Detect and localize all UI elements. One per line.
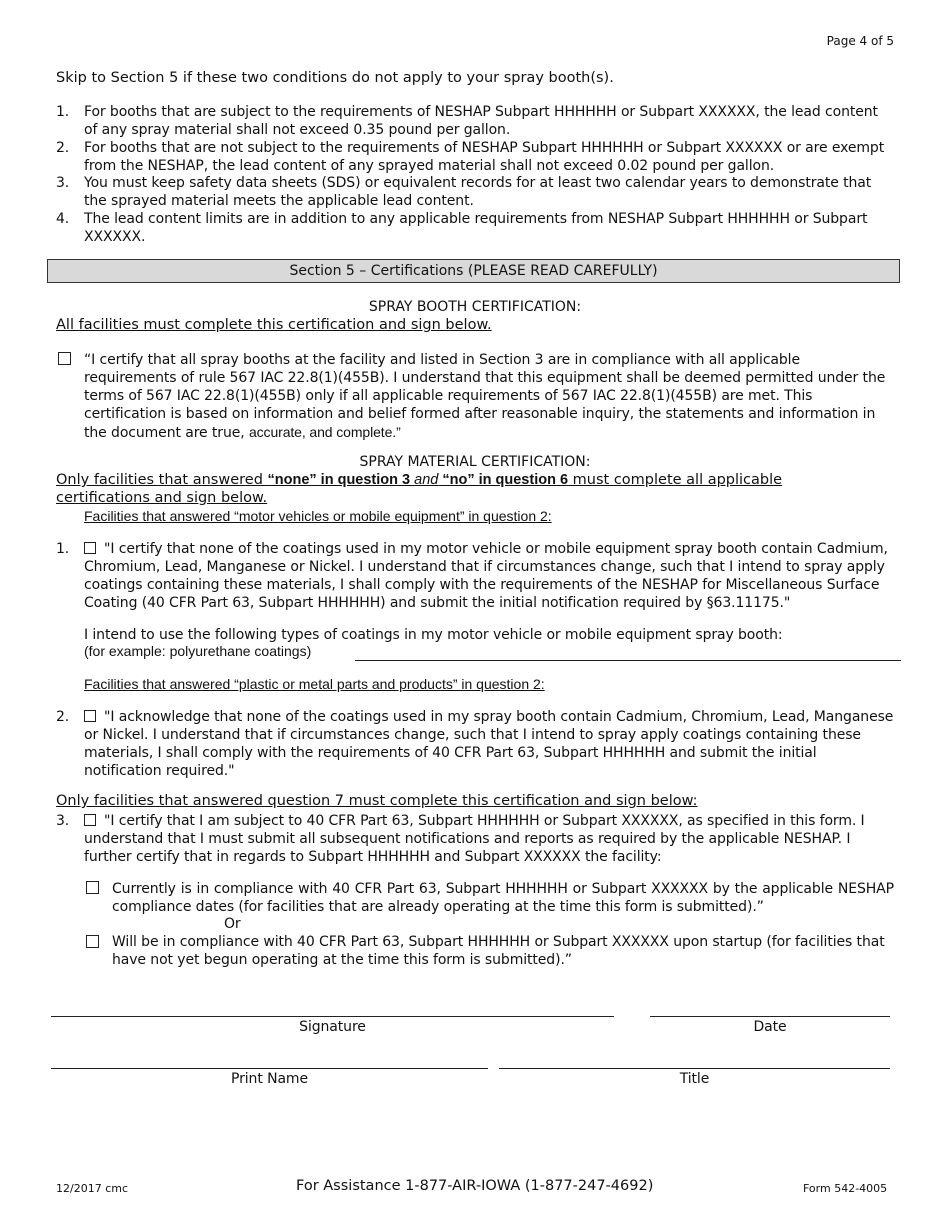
motor-vehicle-certification [84,540,894,612]
spray-booth-statement [84,351,894,442]
item-3-number: 3. [56,813,70,829]
form-number: Form 542-4005 [803,1182,888,1195]
motor-vehicle-checkbox[interactable] [84,542,96,554]
assistance-phone: For Assistance 1-877-AIR-IOWA (1-877-247-4692) [296,1178,654,1194]
neshap-checkbox[interactable] [84,814,96,826]
list-item: The lead content limits are in addition to any applicable requirements from NESHAP Subpart HHHHHH or Subpart XXXXXX. [84,211,868,245]
instruction-text-end: must complete all applicable [568,472,783,488]
neshap-statement: "I certify that I am subject to 40 CFR Part 63, Subpart HHHHHH or Subpart XXXXXX, as specified in this form. I understand that I must submit all subsequent notifications and reports as required by the applicable NESHAP. I further certify that in regards to Subpart HHHHHH and Subpart XXXXXX the facility: [84,813,865,865]
item-2-number: 2. [56,709,70,725]
instruction-line-2: certifications and sign below. [56,490,268,506]
list-item: For booths that are not subject to the requirements of NESHAP Subpart HHHHHH or Subpart XXXXXX or are exempt from the NESHAP, the lead content of any sprayed material shall not exceed 0.02 pound per gallon. [84,140,885,174]
signature-line[interactable] [51,1016,614,1017]
instruction-none: “none” in question 3 [267,472,415,488]
list-number: 3. [56,175,70,191]
coatings-example-label: (for example: polyurethane coatings) [84,643,312,659]
compliance-future-checkbox[interactable] [86,935,99,948]
instruction-text: Only facilities that answered [56,472,268,488]
question-7-instruction: Only facilities that answered question 7 must complete this certification and sign below: [56,793,698,809]
or-label: Or [224,916,241,932]
spray-booth-statement-text: “I certify that all spray booths at the facility and listed in Section 3 are in compliance with all applicable requirements of rule 567 IAC 22.8(1)(455B). I understand that this equipment shall be deemed permitted under the terms of 567 IAC 22.8(1)(455B) only if all applicable requirements of 567 IAC 22.8(1)(455B) are met. This certification is based on information and belief formed after reasonable inquiry, the statements and information in the document are true, [84,352,886,441]
title-label: Title [679,1071,710,1087]
date-line[interactable] [650,1016,890,1017]
section-5-title: Section 5 – Certifications (PLEASE READ CAREFULLY) [289,263,658,279]
spray-booth-heading: SPRAY BOOTH CERTIFICATION: [368,299,582,315]
signature-label: Signature [299,1019,366,1035]
spray-material-instruction [56,471,856,507]
print-name-label: Print Name [231,1071,308,1087]
section-5-header [47,259,900,283]
spray-booth-statement-end: accurate, and complete.” [248,424,401,440]
coatings-type-field[interactable] [355,660,901,661]
compliance-current-option: Currently is in compliance with 40 CFR Part 63, Subpart HHHHHH or Subpart XXXXXX by the applicable NESHAP compliance dates (for facilities that are already operating at the time this form is submitted).” [112,881,894,915]
print-name-line[interactable] [51,1068,488,1069]
instruction-and: and [414,472,439,488]
item-1-number: 1. [56,541,70,557]
compliance-future-option: Will be in compliance with 40 CFR Part 63, Subpart HHHHHH or Subpart XXXXXX upon startup (for facilities that have not yet begun operating at the time this form is submitted).” [112,934,885,968]
spray-booth-instruction: All facilities must complete this certification and sign below. [56,317,492,333]
plastic-metal-statement: "I acknowledge that none of the coatings used in my spray booth contain Cadmium, Chromium, Lead, Manganese or Nickel. I understand that if circumstances change, such that I intend to spray apply coatings containing these materials, I shall comply with the requirements of 40 CFR Part 63, Subpart HHHHHH and submit the initial notification required." [84,709,894,779]
list-number: 2. [56,140,70,156]
motor-vehicle-subheading: Facilities that answered “motor vehicles or mobile equipment” in question 2: [84,508,552,524]
revision-date: 12/2017 cmc [56,1182,129,1195]
list-number: 1. [56,104,70,120]
instruction-no: “no” in question 6 [438,472,569,488]
neshap-certification [84,812,894,866]
list-item: For booths that are subject to the requirements of NESHAP Subpart HHHHHH or Subpart XXXXXX, the lead content of any spray material shall not exceed 0.35 pound per gallon. [84,104,878,138]
coatings-intent-label: I intend to use the following types of coatings in my motor vehicle or mobile equipment spray booth: [84,627,783,643]
skip-note: Skip to Section 5 if these two conditions do not apply to your spray booth(s). [56,70,614,86]
plastic-metal-checkbox[interactable] [84,710,96,722]
page-number: Page 4 of 5 [826,34,894,48]
compliance-current-checkbox[interactable] [86,881,99,894]
plastic-metal-certification [84,708,894,780]
plastic-metal-subheading: Facilities that answered “plastic or metal parts and products” in question 2: [84,676,545,692]
spray-material-heading: SPRAY MATERIAL CERTIFICATION: [359,454,591,470]
list-item: You must keep safety data sheets (SDS) or equivalent records for at least two calendar years to demonstrate that the sprayed material meets the applicable lead content. [84,175,872,209]
date-label: Date [753,1019,787,1035]
title-line[interactable] [499,1068,890,1069]
list-number: 4. [56,211,70,227]
motor-vehicle-statement: "I certify that none of the coatings used in my motor vehicle or mobile equipment spray booth contain Cadmium, Chromium, Lead, Manganese or Nickel. I understand that if circumstances change, such that I intend to spray apply coatings containing these materials, I shall comply with the requirements of the NESHAP for Miscellaneous Surface Coating (40 CFR Part 63, Subpart HHHHHH) and submit the initial notification required by §63.11175." [84,541,888,611]
spray-booth-checkbox[interactable] [58,352,71,365]
